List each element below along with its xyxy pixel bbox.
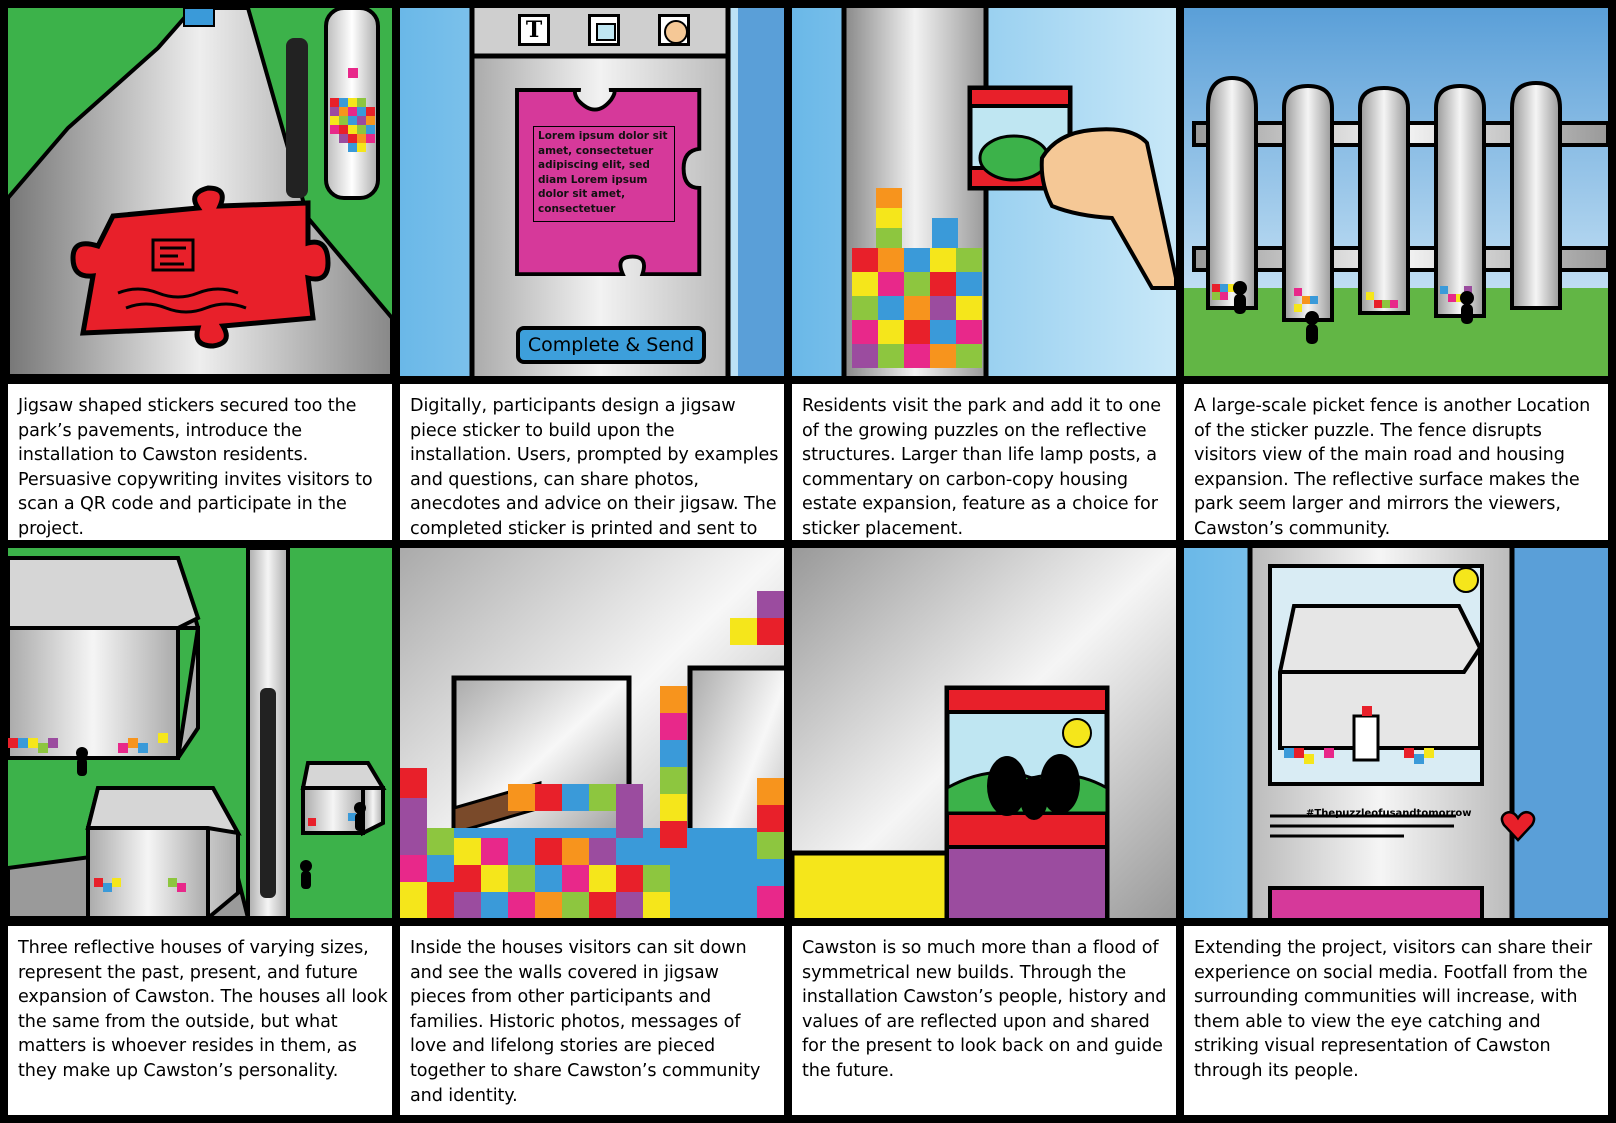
complete-send-label: Complete & Send [527, 334, 695, 356]
panel-6-illustration [400, 548, 784, 918]
panel-6-caption: Inside the houses visitors can sit down and see the walls covered in jigsaw pieces from other participants and families. Historic photos, messages of love and lifelong stories are pieced together to share Cawston’s community and identity. [400, 926, 784, 1115]
sticker-text-line: adipiscing elit, sed [538, 159, 650, 171]
panel-5-illustration [8, 548, 392, 918]
post-hashtag: #Thepuzzleofusandtomorrow [1306, 808, 1472, 819]
sticker-text-line: diam Lorem ipsum [538, 173, 648, 186]
text-tool-glyph: T [525, 17, 543, 43]
sticker-text-line: Lorem ipsum dolor sit [538, 130, 668, 142]
panel-2-caption: Digitally, participants design a jigsaw piece sticker to build upon the installation. Users, prompted by examples and questions, can share photos, anecdotes and advice on their jigsaw. The completed sticker is printed and sent to [400, 384, 784, 540]
panel-3-caption: Residents visit the park and add it to one of the growing puzzles on the reflective structures. Larger than life lamp posts, a commentary on carbon-copy housing estate expansion, feature as a choice for sticker placement. [792, 384, 1176, 540]
panel-1-illustration [8, 8, 392, 376]
image-tool-icon[interactable] [588, 14, 620, 46]
text-tool-icon[interactable] [518, 14, 550, 46]
panel-4-caption: A large-scale picket fence is another Location of the sticker puzzle. The fence disrupts visitors view of the main road and housing expansion. The reflective surface makes the park seem larger and mirrors the viewers, Cawston’s community. [1184, 384, 1608, 540]
panel-8-caption: Extending the project, visitors can share their experience on social media. Footfall from the surrounding communities will increase, with them able to view the eye catching and striking visual representation of Cawston through its people. [1184, 926, 1608, 1115]
sticker-text-line: consectetuer [538, 202, 616, 215]
complete-send-button[interactable] [516, 326, 706, 364]
panel-4-illustration [1184, 8, 1608, 376]
face-tool-icon[interactable] [658, 14, 690, 46]
app-toolbar [472, 8, 728, 52]
panel-7-illustration [792, 548, 1176, 918]
sticker-editor[interactable] [515, 88, 705, 276]
panel-3-illustration [792, 8, 1176, 376]
sticker-text-line: amet, consectetuer [538, 144, 654, 157]
heart-icon[interactable] [1500, 808, 1536, 844]
panel-5-caption: Three reflective houses of varying sizes, represent the past, present, and future expansion of Cawston. The houses all look the same from the outside, but what matters is whoever resides in them, as they make up Cawston’s personality. [8, 926, 392, 1115]
sticker-text-box[interactable] [533, 126, 675, 222]
sticker-text-line: dolor sit amet, [538, 188, 626, 200]
panel-1-caption: Jigsaw shaped stickers secured too the park’s pavements, introduce the installation to Cawston residents. Persuasive copywriting invites visitors to scan a QR code and participate in the project. [8, 384, 392, 540]
panel-7-caption: Cawston is so much more than a flood of symmetrical new builds. Through the installation Cawston’s people, history and values of are reflected upon and shared for the present to look back on and guide the future. [792, 926, 1176, 1115]
panel-8-illustration [1184, 548, 1608, 918]
